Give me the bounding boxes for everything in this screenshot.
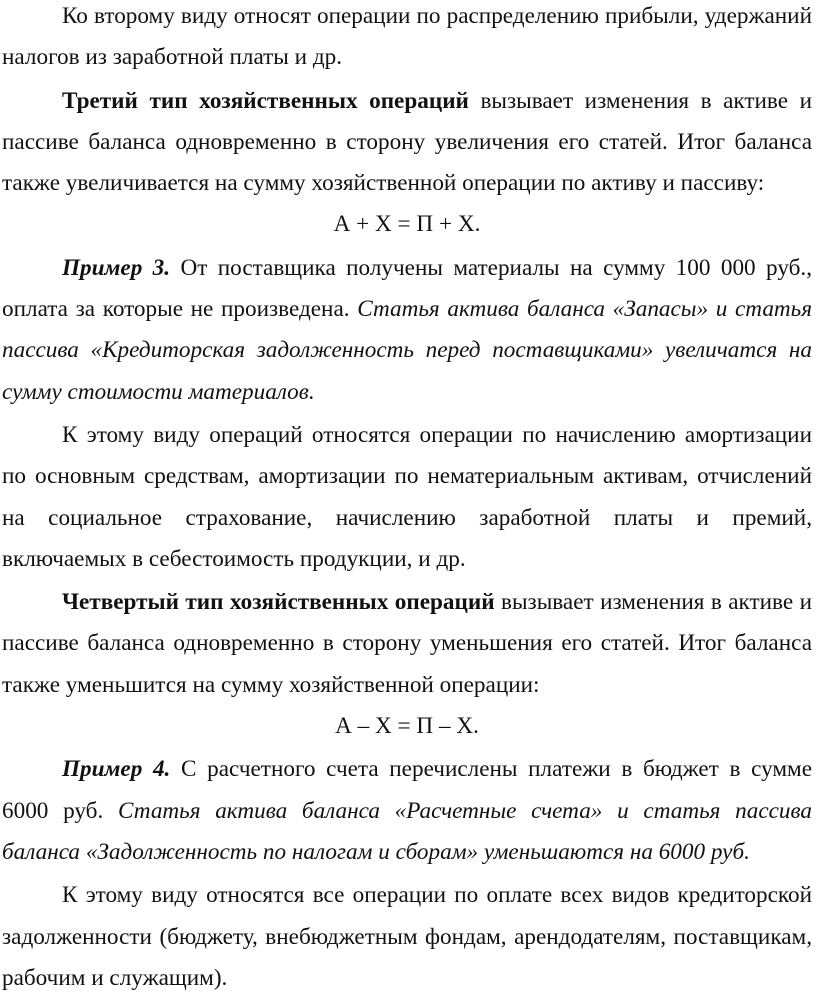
formula-increase: А + Х = П + Х. (333, 211, 481, 238)
paragraph-text: С расчетного счета перечислены платежи в бюджет в сумме 6000 руб. (2, 756, 812, 824)
paragraph-fourth-type (2, 582, 812, 706)
paragraph-text: К этому виду относятся все операции по оплате всех видов кредиторской задолженности (бюджету, внебюджетным фондам, арендодателям, поставщикам, рабочим и служащим). (2, 882, 812, 991)
example-3-label: Пример 3. (62, 254, 171, 281)
paragraph-example-4 (2, 749, 812, 873)
example-4-italic-text: Статья актива баланса «Расчетные счета» и статья пассива баланса «Задолженность по налогам и сборам» уменьшаются на 6000 руб. (2, 797, 812, 865)
example-3-italic-text: Статья актива баланса «Запасы» и статья пассива «Кредиторская задолженность перед поставщиками» увеличатся на сумму стоимости материалов. (2, 296, 812, 405)
paragraph-text: От поставщика получены материалы на сумму 100 000 руб., оплата за которые не произведена. (2, 254, 812, 323)
paragraph-text: вызывает изменения в активе и пассиве баланса одновременно в сторону уменьшения его статей. Итог баланса также уменьшится на сумму хозяйственной операции: (2, 589, 812, 698)
paragraph-third-type (2, 81, 812, 205)
paragraph-second-type (2, 0, 812, 79)
paragraph-third-type-operations (2, 415, 812, 580)
fourth-type-heading: Четвертый тип хозяйственных операций (62, 589, 495, 616)
paragraph-fourth-type-operations (2, 875, 812, 999)
third-type-heading: Третий тип хозяйственных операций (62, 87, 469, 114)
example-4-label: Пример 4. (62, 756, 171, 783)
paragraph-text: вызывает изменения в активе и пассиве баланса одновременно в сторону увеличения его статей. Итог баланса также увеличивается на сумму хозяйственной операции по активу и пассиву: (2, 87, 812, 197)
formula-decrease: А – Х = П – Х. (335, 713, 479, 740)
paragraph-text: Ко второму виду относят операции по распределению прибыли, удержаний налогов из заработной платы и др. (2, 3, 812, 71)
paragraph-example-3 (2, 248, 812, 413)
paragraph-text: К этому виду операций относятся операции по начислению амортизации по основным средствам, амортизации по нематериальным активам, отчислений на социальное страхование, начислению заработной платы и премий, включаемых в себестоимость продукции, и др. (2, 421, 812, 572)
